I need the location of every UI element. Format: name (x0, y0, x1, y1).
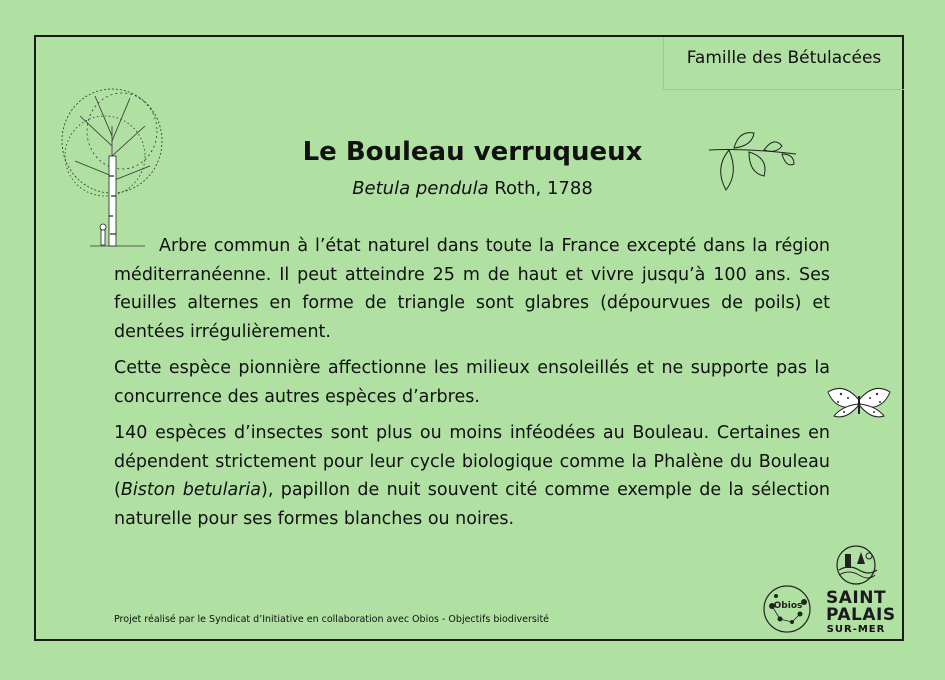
footer-credits: Projet réalisé par le Syndicat d’Initiative en collaboration avec Obios - Objectifs biodiversité (114, 614, 550, 625)
paragraph-insects (114, 419, 830, 533)
moth-latin-name: Biston betularia (120, 480, 261, 500)
saint-palais-logo (826, 544, 896, 636)
family-label: Famille des Bétulacées (663, 37, 904, 90)
obios-logo (762, 584, 812, 634)
obios-logo-text: Obios (773, 601, 803, 611)
saint-palais-emblem-icon (831, 544, 881, 586)
logo-line-2: PALAIS (826, 605, 896, 625)
logo-line-1: SAINT (826, 588, 887, 608)
logo-line-3: SUR-MER (826, 624, 886, 635)
insects-text-start: 140 espèces d’insectes sont plus ou moins inféodées au Bouleau. Certaines en dépendent strictement pour leur cycle biologique comme la Phalène du Bouleau ( (114, 423, 830, 500)
body-text (114, 232, 830, 541)
birch-tree-illustration (50, 86, 175, 251)
species-author: Roth, 1788 (488, 178, 593, 199)
moth-illustration (826, 382, 892, 424)
scientific-name (200, 178, 745, 199)
species-latin-name: Betula pendula (352, 178, 489, 199)
page-title: Le Bouleau verruqueux (302, 137, 643, 167)
paragraph-description: Arbre commun à l’état naturel dans toute la France excepté dans la région méditerranéenne. Il peut atteindre 25 m de haut et vivre jusqu’à 100 ans. Ses feuilles alternes en forme de triangle sont glabres (dépourvues de poils) et dentées irrégulièrement. (114, 236, 830, 342)
paragraph-ecology: Cette espèce pionnière affectionne les milieux ensoleillés et ne supporte pas la concurrence des autres espèces d’arbres. (114, 358, 830, 407)
insects-text-end: ), papillon de nuit souvent cité comme exemple de la sélection naturelle pour ses formes blanches ou noires. (114, 480, 830, 529)
